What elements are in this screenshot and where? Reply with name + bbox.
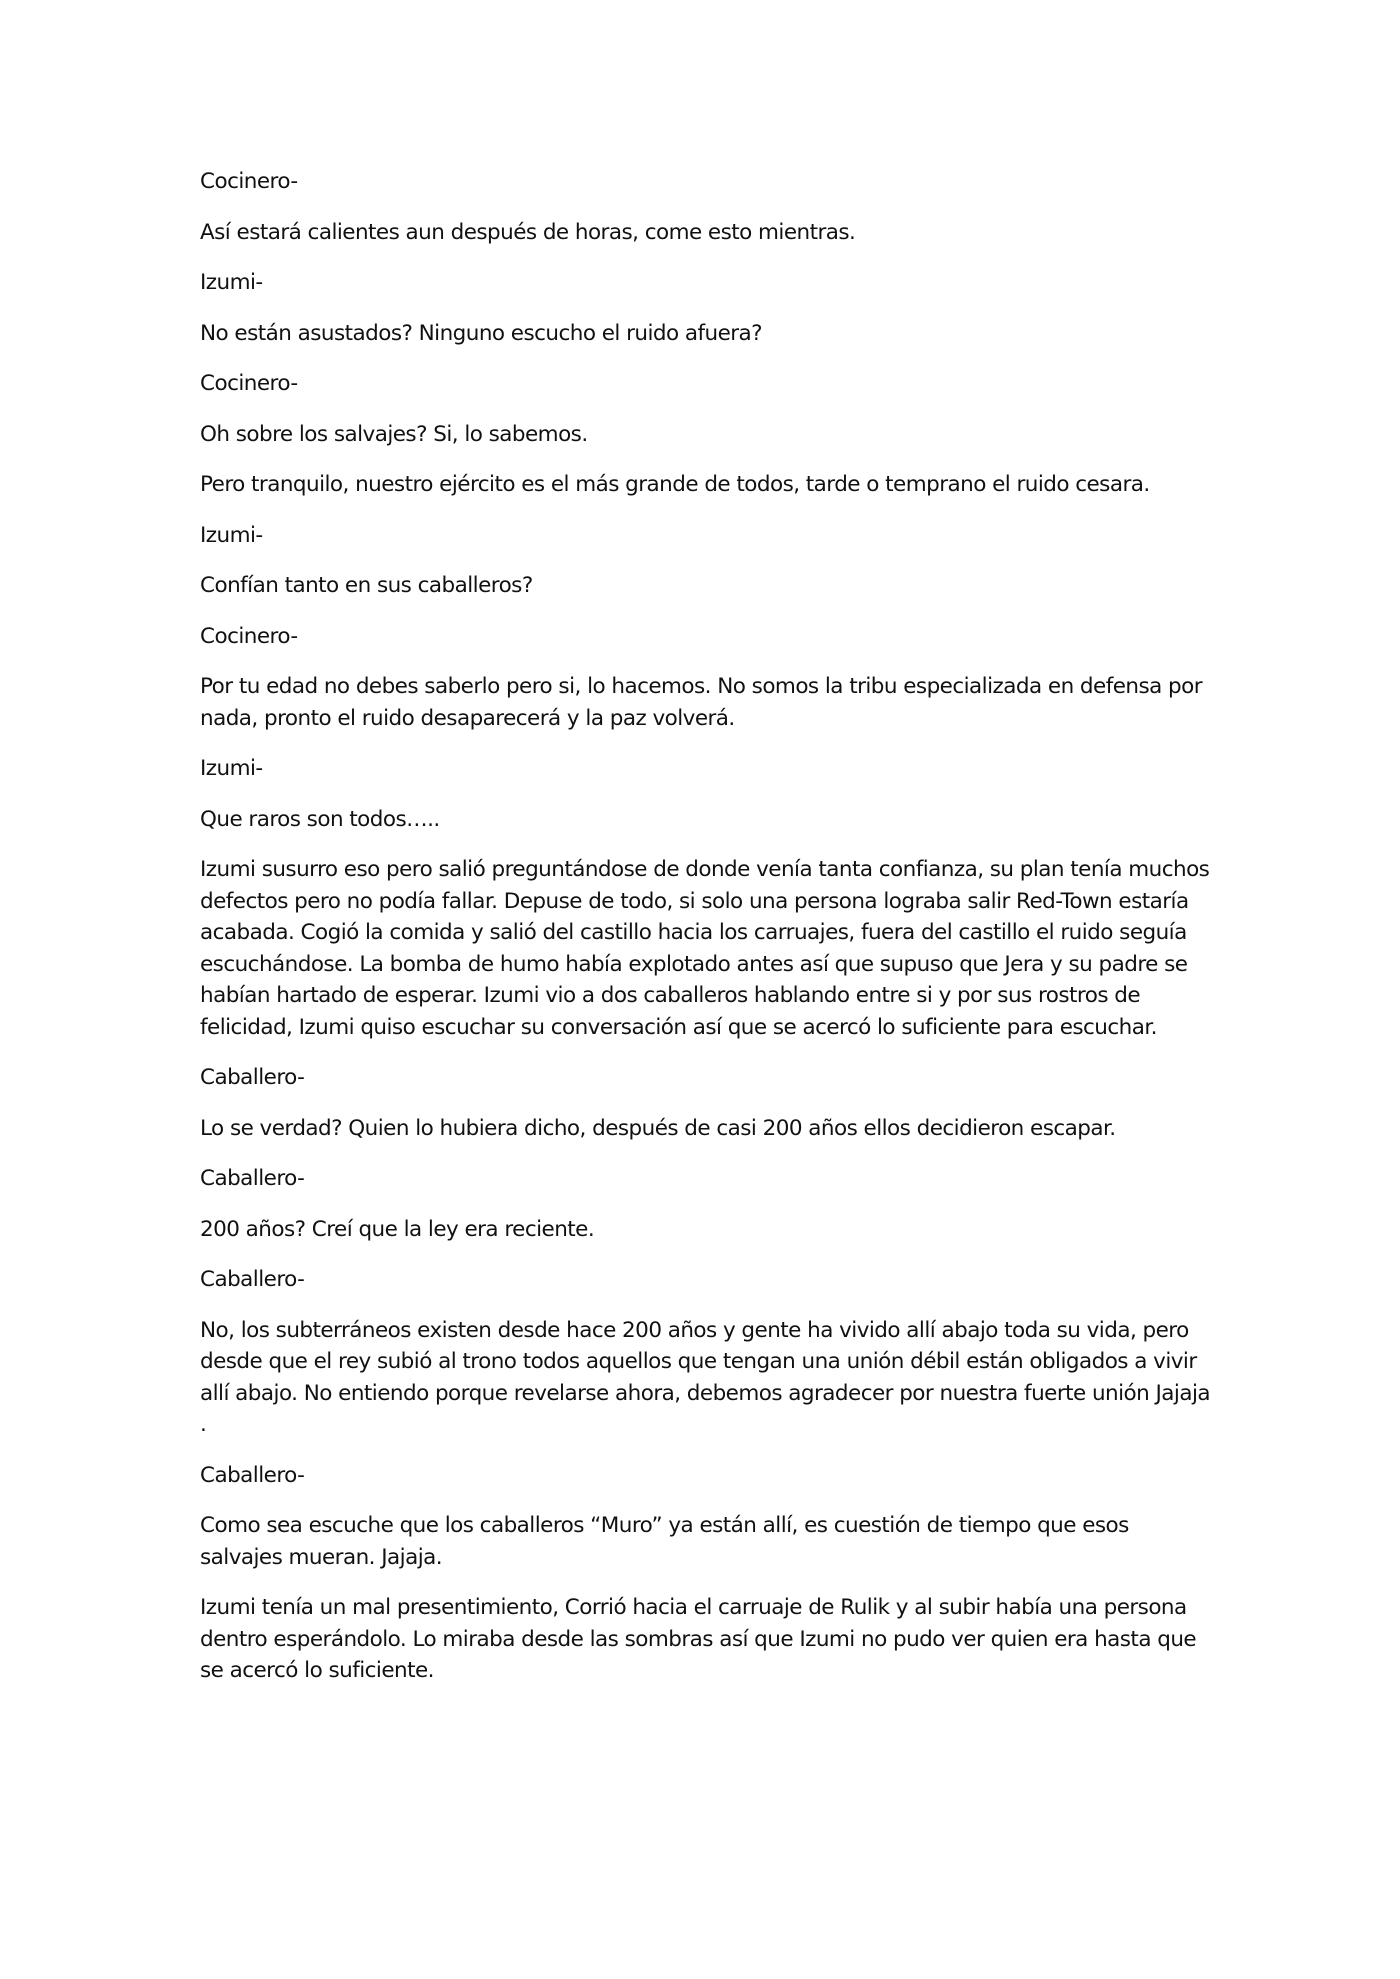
dialogue-line: Como sea escuche que los caballeros “Muro” ya están allí, es cuestión de tiempo que esos salvajes mueran. Jajaja. (200, 1513, 1129, 1570)
dialogue-line: Oh sobre los salvajes? Si, lo sabemos. (200, 421, 588, 447)
dialogue-line: No están asustados? Ninguno escucho el ruido afuera? (200, 320, 763, 346)
dialogue-line: Lo se verdad? Quien lo hubiera dicho, después de casi 200 años ellos decidieron escapar. (200, 1115, 1116, 1141)
dialogue-line: Por tu edad no debes saberlo pero si, lo hacemos. No somos la tribu especializada en defensa por nada, pronto el ruido desaparecerá y la paz volverá. (200, 674, 1203, 731)
speaker-label: Caballero- (200, 1166, 305, 1191)
speaker-label: Izumi- (200, 522, 263, 548)
dialogue-line: Que raros son todos….. (200, 806, 440, 832)
narration-paragraph: Izumi tenía un mal presentimiento, Corrió hacia el carruaje de Rulik y al subir había una persona dentro esperándolo. Lo miraba desde las sombras así que Izumi no pudo ver quien era hasta que se acercó lo suficiente. (200, 1595, 1197, 1683)
dialogue-line: Así estará calientes aun después de horas, come esto mientras. (200, 219, 856, 245)
speaker-label: Caballero- (200, 1462, 305, 1488)
speaker-label: Izumi- (200, 270, 263, 295)
speaker-label: Cocinero- (200, 371, 298, 396)
speaker-label: Cocinero- (200, 169, 298, 194)
speaker-label: Izumi- (200, 756, 263, 781)
speaker-label: Caballero- (200, 1267, 305, 1292)
speaker-label: Caballero- (200, 1065, 305, 1090)
dialogue-line: Confían tanto en sus caballeros? (200, 573, 533, 598)
dialogue-line: No, los subterráneos existen desde hace 200 años y gente ha vivido allí abajo toda su vida, pero desde que el rey subió al trono todos aquellos que tengan una unión débil están obligados a vivir allí abajo. No entiendo porque revelarse ahora, debemos agradecer por nuestra fuerte unión Jajaja . (200, 1317, 1211, 1437)
narration-paragraph: Izumi susurro eso pero salió preguntándose de donde venía tanta confianza, su plan tenía muchos defectos pero no podía fallar. Depuse de todo, si solo una persona lograba salir Red-Town estaría acabada. Cogió la comida y salió del castillo hacia los carruajes, fuera del castillo el ruido seguía escuchándose. La bomba de humo había explotado antes así que supuso que Jera y su padre se habían hartado de esperar. Izumi vio a dos caballeros hablando entre si y por sus rostros de felicidad, Izumi quiso escuchar su conversación así que se acercó lo suficiente para escuchar. (200, 857, 1210, 1040)
dialogue-line: 200 años? Creí que la ley era reciente. (200, 1216, 595, 1242)
document-body (200, 166, 1210, 1706)
dialogue-line: Pero tranquilo, nuestro ejército es el más grande de todos, tarde o temprano el ruido cesara. (200, 472, 1150, 497)
speaker-label: Cocinero- (200, 623, 298, 649)
